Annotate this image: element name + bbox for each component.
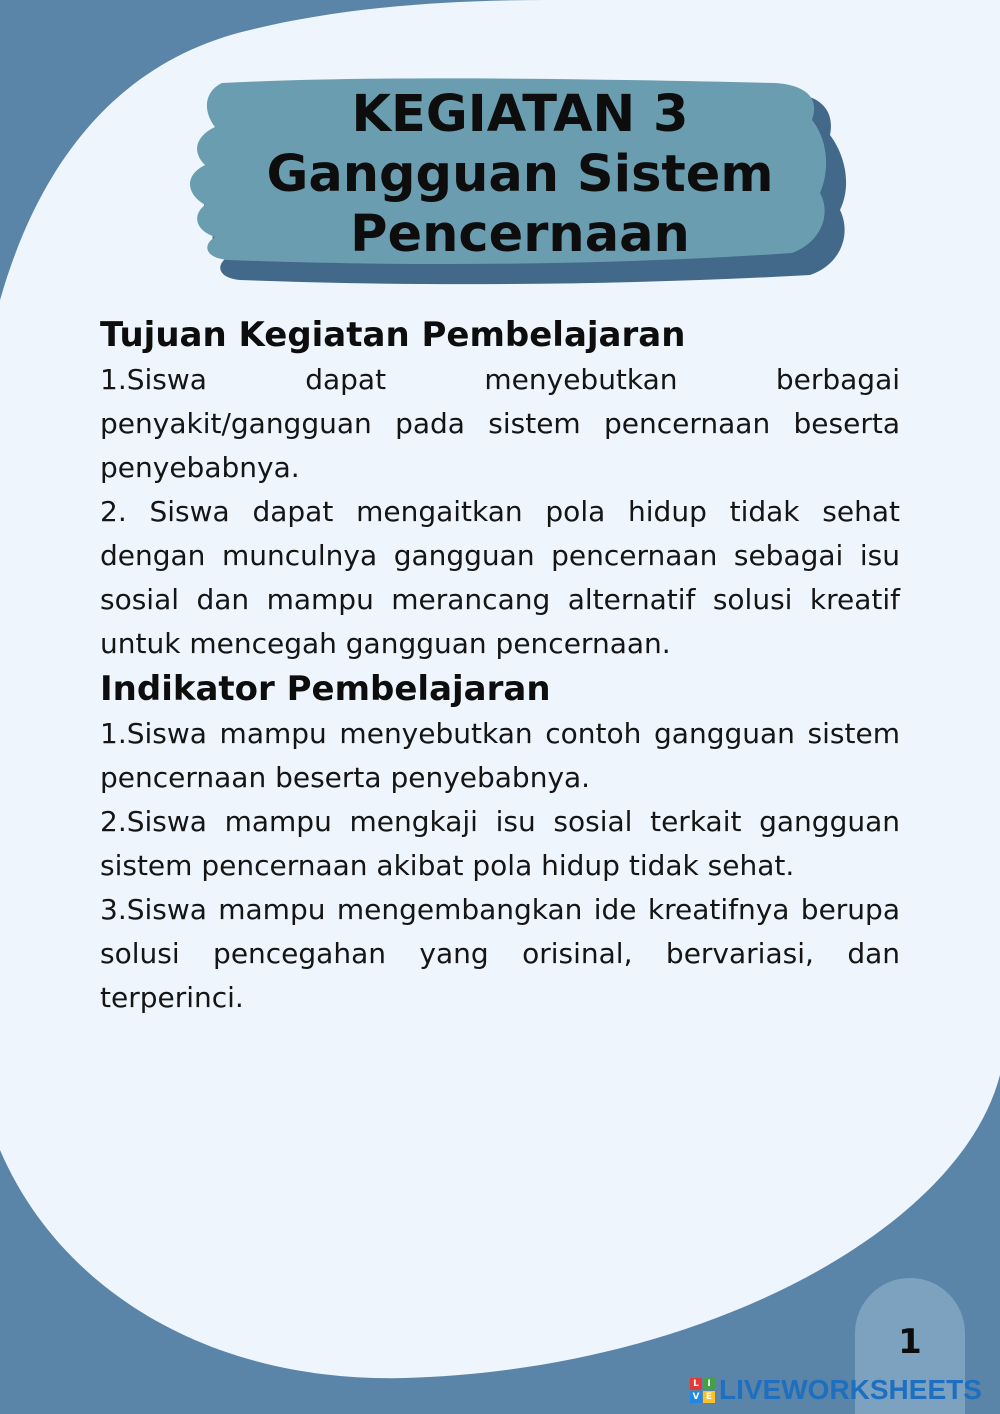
indicator-item-3: 3.Siswa mampu mengembangkan ide kreatifnya berupa solusi pencegahan yang orisinal, bervariasi, dan terperinci. [100, 893, 900, 1014]
logo-letter-i: I [703, 1378, 715, 1390]
title-banner [180, 75, 860, 290]
section-heading-indicators: Indikator Pembelajaran [100, 669, 551, 709]
main-content [100, 312, 900, 1020]
page-number: 1 [898, 1322, 922, 1362]
objective-item-1: 1.Siswa dapat menyebutkan berbagai penyakit/gangguan pada sistem pencernaan beserta penyebabnya. [100, 363, 900, 484]
brand-text: LIVEWORKSHEETS [719, 1374, 982, 1405]
page-title [180, 85, 860, 265]
logo-letter-v: V [690, 1391, 702, 1403]
objective-item-2: 2. Siswa dapat mengaitkan pola hidup tidak sehat dengan munculnya gangguan pencernaan sebagai isu sosial dan mampu merancang alternatif solusi kreatif untuk mencegah gangguan pencernaan. [100, 495, 900, 660]
section-learning-indicators [100, 666, 900, 1020]
indicator-item-1: 1.Siswa mampu menyebutkan contoh gangguan sistem pencernaan beserta penyebabnya. [100, 717, 900, 794]
indicator-item-2: 2.Siswa mampu mengkaji isu sosial terkait gangguan sistem pencernaan akibat pola hidup tidak sehat. [100, 805, 900, 882]
title-line-3: Pencernaan [350, 205, 690, 264]
section-heading-objectives: Tujuan Kegiatan Pembelajaran [100, 315, 686, 355]
logo-letter-e: E [703, 1391, 715, 1403]
liveworksheets-logo-icon [690, 1378, 715, 1403]
section-learning-objectives [100, 312, 900, 666]
title-line-2: Gangguan Sistem [266, 145, 774, 204]
logo-letter-l: L [690, 1378, 702, 1390]
title-line-1: KEGIATAN 3 [351, 85, 689, 144]
liveworksheets-brand [690, 1372, 982, 1408]
